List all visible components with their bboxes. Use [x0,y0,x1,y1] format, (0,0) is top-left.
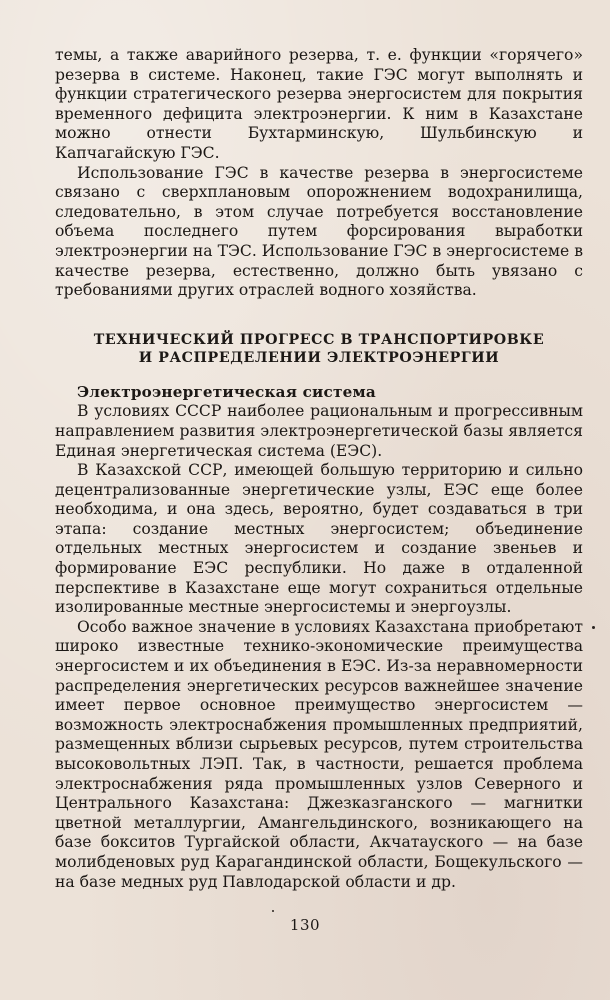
paragraph-ees: В условиях СССР наиболее рациональным и прогрессивным направлением развития электроэнергетической базы является Единая энергетическая система (ЕЭС). [55,402,583,460]
subheading: Электроэнергетическая система [77,382,376,401]
paragraph-advantages: Особо важное значение в условиях Казахстана приобретают широко известные технико-экономические преимущества энергосистем и их объединения в ЕЭС. Из-за неравномерности распределения энергетических ресурсов важнейшее значение имеет первое основное преимущество энергосистем — возможность электроснабжения промышленных предприятий, размещенных вблизи сырьевых ресурсов, путем строительства высоковольтных ЛЭП. Так, в частности, решается проблема электроснабжения ряда промышленных узлов Северного и Центрального Казахстана: Джезказганского — магнитки цветной металлургии, Амангельдинского, возникающего на базе бокситов Тургайской области, Акчатауского — на базе молибденовых руд Карагандинской области, Бощекульского — на базе медных руд Павлодарской области и др. [55,617,583,891]
section-heading-line-2: И РАСПРЕДЕЛЕНИИ ЭЛЕКТРОЭНЕРГИИ [138,349,500,366]
paragraph-reserve: Использование ГЭС в качестве резерва в энергосистеме связано с сверхплановым опорожнением водохранилища, следовательно, в этом случае потребуется восстановление объема последнего путем форсирования выработки электроэнергии на ТЭС. Использование ГЭС в энергосистеме в качестве резерва, естественно, должно быть увязано с требованиями других отраслей водного хозяйства. [55,163,583,300]
paragraph-continuation: темы, а также аварийного резерва, т. е. функции «горячего» резерва в системе. Наконец, такие ГЭС могут выполнять и функции стратегического резерва энергосистем для покрытия временного дефицита электроэнергии. К ним в Казахстане можно отнести Бухтарминскую, Шульбинскую и Капчагайскую ГЭС. [55,46,583,162]
print-speck [592,626,595,629]
page-number: 130 [289,916,321,934]
section-heading-line-1: ТЕХНИЧЕСКИЙ ПРОГРЕСС В ТРАНСПОРТИРОВКЕ [93,331,545,348]
paragraph-kazakh-ssr: В Казахской ССР, имеющей большую территорию и сильно децентрализованные энергетические узлы, ЕЭС еще более необходима, и она здесь, вероятно, будет создаваться в три этапа: создание местных энергосистем; объединение отдельных местных энергосистем и создание звеньев и формирование ЕЭС республики. Но даже в отдаленной перспективе в Казахстане еще могут сохраниться отдельные изолированные местные энергосистемы и энергоузлы. [55,461,583,617]
print-speck [272,910,274,912]
section-heading [55,331,583,367]
page-text [55,46,583,892]
